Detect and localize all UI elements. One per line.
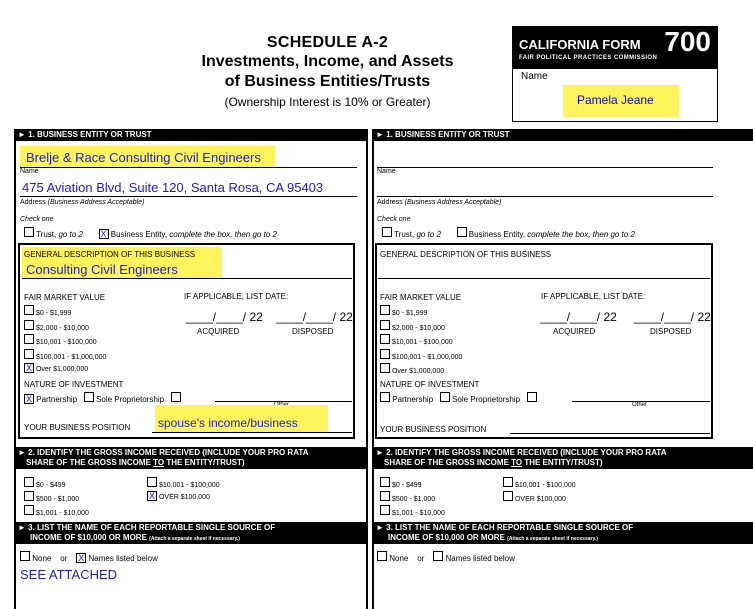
business-entity-goto-right: complete the box, then go to 2	[527, 230, 635, 239]
fmv-label-right: FAIR MARKET VALUE	[380, 293, 462, 302]
income-checkbox-1-left[interactable]	[24, 477, 34, 487]
acquired-label-right: ACQUIRED	[553, 327, 596, 336]
section2-text-b-right: THE ENTITY/TRUST)	[522, 458, 603, 467]
gen-desc-label-left: GENERAL DESCRIPTION OF THIS BUSINESS	[24, 250, 196, 259]
income-checkbox-2-left[interactable]	[24, 491, 34, 501]
fmv-label-1-right: $0 - $1,999	[391, 310, 428, 317]
income-label-5-right: OVER $100,000	[514, 496, 566, 503]
acq-sep2-right: /	[596, 310, 601, 324]
fmv-label-1: $0 - $1,999	[35, 310, 72, 317]
disposed-year-left: 22	[339, 310, 353, 324]
income-label-2-right: $500 - $1,000	[391, 496, 436, 503]
fmv-checkbox-4[interactable]	[24, 349, 34, 359]
schedule-subtitle-2: of Business Entities/Trusts	[224, 73, 431, 90]
dis-sep2: /	[332, 310, 337, 324]
income-label-3-left: $1,001 - $10,000	[35, 510, 89, 517]
form-title: CALIFORNIA FORM	[519, 37, 641, 52]
fmv-checkbox-3[interactable]	[24, 334, 34, 344]
business-entity-goto-left: complete the box, then go to 2	[169, 230, 277, 239]
income-option-4-right[interactable]	[503, 477, 576, 491]
fmv-options-left	[24, 305, 106, 376]
partnership-checkbox-right[interactable]	[380, 392, 390, 402]
nature-options-right	[380, 392, 537, 404]
list-date-label-left: IF APPLICABLE, LIST DATE:	[184, 292, 289, 301]
description-underline-right	[378, 278, 710, 279]
income-label-4-right: $10,001 - $100,000	[514, 482, 576, 489]
none-checkbox-right[interactable]	[377, 551, 387, 561]
position-underline-right	[510, 433, 710, 434]
section2-line1-right: ► 2. IDENTIFY THE GROSS INCOME RECEIVED (INCLUDE YOUR PRO RATA	[376, 448, 667, 457]
section2-text-b-left: THE ENTITY/TRUST)	[164, 458, 245, 467]
sole-prop-checkbox-right[interactable]	[440, 392, 450, 402]
section2-line2-right	[376, 458, 753, 468]
position-label-left: YOUR BUSINESS POSITION	[24, 423, 131, 432]
name-underline-left	[20, 167, 357, 168]
fmv-option-1-right[interactable]	[380, 305, 462, 320]
income-option-5-right[interactable]	[503, 491, 576, 505]
list-date-label-right: IF APPLICABLE, LIST DATE:	[541, 292, 646, 301]
income-option-4-left[interactable]	[147, 477, 220, 491]
business-entity-checkbox-left[interactable]: X	[100, 229, 107, 239]
partnership-label-left: Partnership	[36, 395, 78, 404]
fmv-option-4-right[interactable]	[380, 349, 462, 364]
fmv-label-3: $10,001 - $100,000	[35, 339, 97, 346]
income-label-5-left: OVER $100,000	[158, 494, 210, 501]
filer-name-field[interactable]: Pamela Jeane	[577, 93, 654, 107]
sources-options-right	[377, 551, 515, 563]
dis-sep1: /	[302, 310, 307, 324]
partnership-checkbox-left[interactable]: X	[25, 394, 32, 404]
income-label-1-left: $0 - $499	[35, 482, 66, 489]
fmv-label-left: FAIR MARKET VALUE	[24, 293, 106, 302]
position-underline-left	[152, 432, 352, 433]
fmv-label-5: Over $1,000,000	[35, 366, 89, 373]
section3-text-right: INCOME OF $10,000 OR MORE	[388, 533, 505, 542]
trust-goto-right: go to 2	[416, 230, 441, 239]
dis-sep1-right: /	[660, 310, 665, 324]
nature-label-left: NATURE OF INVESTMENT	[24, 380, 124, 389]
section3-note-right: (Attach a separate sheet if necessary.)	[507, 536, 598, 542]
fmv-option-2-right[interactable]	[380, 320, 462, 335]
dis-sep2-right: /	[690, 310, 695, 324]
fmv-option-4[interactable]	[24, 349, 106, 364]
fmv-option-2[interactable]	[24, 320, 106, 335]
section3-text-left: INCOME OF $10,000 OR MORE	[30, 533, 147, 542]
gen-desc-label-right: GENERAL DESCRIPTION OF THIS BUSINESS	[380, 250, 552, 259]
fmv-options-right	[380, 305, 462, 378]
fmv-checkbox-4-right[interactable]	[380, 349, 390, 359]
income-option-3-left[interactable]	[24, 505, 89, 519]
fmv-option-1[interactable]	[24, 305, 106, 320]
address-label-right	[377, 199, 501, 206]
address-note-right: (Business Address Acceptable)	[404, 199, 502, 206]
names-listed-checkbox-right[interactable]	[433, 551, 443, 561]
name-underline-right	[377, 167, 713, 168]
names-listed-checkbox-left[interactable]: X	[78, 553, 85, 563]
section1-header-left: ► 1. BUSINESS ENTITY OR TRUST	[14, 129, 368, 141]
section3-line1-left: ► 3. LIST THE NAME OF EACH REPORTABLE SINGLE SOURCE OF	[18, 523, 276, 532]
address-label-left	[20, 199, 144, 206]
description-field-left[interactable]: Consulting Civil Engineers	[26, 262, 178, 277]
schedule-subtitle: Investments, Income, and Assets	[201, 53, 454, 70]
income-checkbox-4-right[interactable]	[503, 477, 513, 487]
trust-checkbox-left[interactable]	[24, 227, 34, 237]
position-label-right: YOUR BUSINESS POSITION	[380, 425, 487, 434]
address-label-text-right: Address	[377, 199, 403, 206]
income-checkbox-3-right[interactable]	[380, 505, 390, 515]
acquired-date-right[interactable]: ____/____/ 22	[540, 310, 617, 324]
sole-prop-label-left: Sole Proprietorship	[96, 395, 165, 404]
nature-label-right: NATURE OF INVESTMENT	[380, 380, 480, 389]
section3-header-right	[372, 522, 753, 544]
other-checkbox-right[interactable]	[527, 392, 537, 402]
fmv-checkbox-5-right[interactable]	[380, 363, 390, 373]
address-label-text: Address	[20, 199, 46, 206]
income-option-1-left[interactable]	[24, 477, 89, 491]
fmv-checkbox-3-right[interactable]	[380, 334, 390, 344]
trust-checkbox-right[interactable]	[382, 227, 392, 237]
partnership-label-right: Partnership	[392, 395, 434, 404]
business-entity-label-right: Business Entity,	[468, 230, 526, 239]
income-label-4-left: $10,001 - $100,000	[158, 482, 220, 489]
address-underline-left	[20, 196, 357, 197]
income-checkbox-5-right[interactable]	[503, 491, 513, 501]
or-label-left: or	[60, 554, 68, 563]
section3-header-left	[14, 522, 368, 544]
section2-line2-left	[18, 458, 368, 468]
fmv-label-2-right: $2,000 - $10,000	[391, 324, 445, 332]
disposed-date-left[interactable]: ____/____/ 22	[276, 310, 353, 324]
fmv-label-5-right: Over $1,000,000	[391, 368, 445, 375]
address-note: (Business Address Acceptable)	[47, 199, 145, 206]
disposed-year-right: 22	[697, 310, 711, 324]
form-commission: FAIR POLITICAL PRACTICES COMMISSION	[519, 55, 658, 61]
entity-type-row-left	[24, 227, 277, 239]
income-checkbox-3-left[interactable]	[24, 505, 34, 515]
acq-sep1-right: /	[566, 310, 571, 324]
sources-field-left[interactable]: SEE ATTACHED	[20, 567, 118, 582]
entity-name-field-left[interactable]: Brelje & Race Consulting Civil Engineers	[26, 150, 261, 165]
schedule-note: (Ownership Interest is 10% or Greater)	[224, 95, 431, 109]
acquired-year-right: 22	[603, 310, 617, 324]
income-options-left-col2	[147, 477, 220, 503]
section2-text-a-left: SHARE OF THE GROSS INCOME	[26, 458, 154, 467]
entity-address-field-left[interactable]: 475 Aviation Blvd, Suite 120, Santa Rosa, CA 95403	[22, 180, 324, 195]
income-option-2-right[interactable]	[380, 491, 445, 505]
fmv-checkbox-2-right[interactable]	[380, 320, 390, 330]
entity-type-row-right	[382, 227, 635, 239]
fmv-checkbox-1-right[interactable]	[380, 305, 390, 315]
form-id-header	[513, 27, 717, 69]
fmv-label-3-right: $10,001 - $100,000	[391, 339, 453, 346]
form-id-box	[512, 26, 718, 122]
income-option-5-left[interactable]	[147, 491, 220, 503]
income-label-1-right: $0 - $499	[391, 482, 422, 489]
description-underline-left	[22, 278, 352, 279]
form-number: 700	[664, 26, 711, 57]
other-label-right: Other	[632, 402, 648, 408]
none-label-left: None	[32, 554, 52, 563]
other-checkbox-left[interactable]	[171, 392, 181, 402]
fmv-option-3[interactable]	[24, 334, 106, 349]
section2-to-left: TO	[153, 458, 165, 467]
income-options-right-col1	[380, 477, 445, 519]
fmv-option-3-right[interactable]	[380, 334, 462, 349]
or-label-right: or	[417, 554, 425, 563]
income-options-right-col2	[503, 477, 576, 505]
sources-options-left	[20, 551, 158, 563]
disposed-label-left: DISPOSED	[292, 327, 334, 336]
position-field-left[interactable]: spouse's income/business	[158, 416, 298, 430]
none-checkbox-left[interactable]	[20, 551, 30, 561]
trust-label-left: Trust,	[36, 230, 57, 239]
trust-label-right: Trust,	[394, 230, 415, 239]
income-label-3-right: $1,001 - $10,000	[391, 510, 445, 517]
income-checkbox-5-left[interactable]: X	[148, 491, 155, 501]
check-one-right: Check one	[377, 216, 411, 223]
acq-sep2: /	[242, 310, 247, 324]
names-listed-label-right: Names listed below	[445, 554, 515, 563]
income-options-left-col1	[24, 477, 89, 519]
sole-prop-checkbox-left[interactable]	[84, 392, 94, 402]
schedule-title: SCHEDULE A-2	[266, 34, 389, 51]
trust-goto-left: go to 2	[58, 230, 83, 239]
section2-to-right: TO	[511, 458, 523, 467]
disposed-date-right[interactable]: ____/____/ 22	[634, 310, 711, 324]
fmv-label-4-right: $100,001 - $1,000,000	[391, 353, 463, 361]
acquired-label-left: ACQUIRED	[197, 327, 240, 336]
income-checkbox-2-right[interactable]	[380, 491, 390, 501]
sole-prop-label-right: Sole Proprietorship	[452, 395, 521, 404]
section3-line1-right: ► 3. LIST THE NAME OF EACH REPORTABLE SINGLE SOURCE OF	[376, 523, 634, 532]
name-label-right: Name	[377, 168, 396, 175]
income-option-2-left[interactable]	[24, 491, 89, 505]
name-label-left: Name	[20, 168, 39, 175]
acquired-date-left[interactable]: ____/____/ 22	[186, 310, 263, 324]
section1-header-right: ► 1. BUSINESS ENTITY OR TRUST	[372, 129, 753, 141]
check-one-left: Check one	[20, 216, 54, 223]
section3-note-left: (Attach a separate sheet if necessary.)	[149, 536, 240, 542]
business-entity-label-left: Business Entity,	[110, 230, 168, 239]
fmv-label-2: $2,000 - $10,000	[35, 324, 89, 332]
address-underline-right	[377, 196, 713, 197]
acq-sep1: /	[212, 310, 217, 324]
income-option-1-right[interactable]	[380, 477, 445, 491]
acquired-year-left: 22	[249, 310, 263, 324]
filer-name-label: Name	[521, 71, 548, 82]
income-label-2-left: $500 - $1,000	[35, 496, 80, 503]
fmv-checkbox-2[interactable]	[24, 320, 34, 330]
section2-header-left	[14, 447, 368, 469]
fmv-label-4: $100,001 - $1,000,000	[35, 353, 107, 361]
fmv-option-5-right[interactable]	[380, 363, 462, 378]
income-checkbox-1-right[interactable]	[380, 477, 390, 487]
section3-line2-right	[376, 533, 753, 544]
section2-text-a-right: SHARE OF THE GROSS INCOME	[384, 458, 512, 467]
income-option-3-right[interactable]	[380, 505, 445, 519]
business-entity-checkbox-right[interactable]	[457, 227, 467, 237]
income-checkbox-4-left[interactable]	[147, 477, 157, 487]
section2-header-right	[372, 447, 753, 469]
section2-line1-left: ► 2. IDENTIFY THE GROSS INCOME RECEIVED (INCLUDE YOUR PRO RATA	[18, 448, 309, 457]
section3-line2-left	[18, 533, 368, 544]
names-listed-label-left: Names listed below	[88, 554, 158, 563]
fmv-checkbox-1[interactable]	[24, 305, 34, 315]
nature-options-left	[24, 392, 181, 404]
none-label-right: None	[389, 554, 409, 563]
fmv-option-5[interactable]	[24, 363, 106, 376]
disposed-label-right: DISPOSED	[650, 327, 692, 336]
fmv-checkbox-5[interactable]: X	[25, 363, 32, 373]
